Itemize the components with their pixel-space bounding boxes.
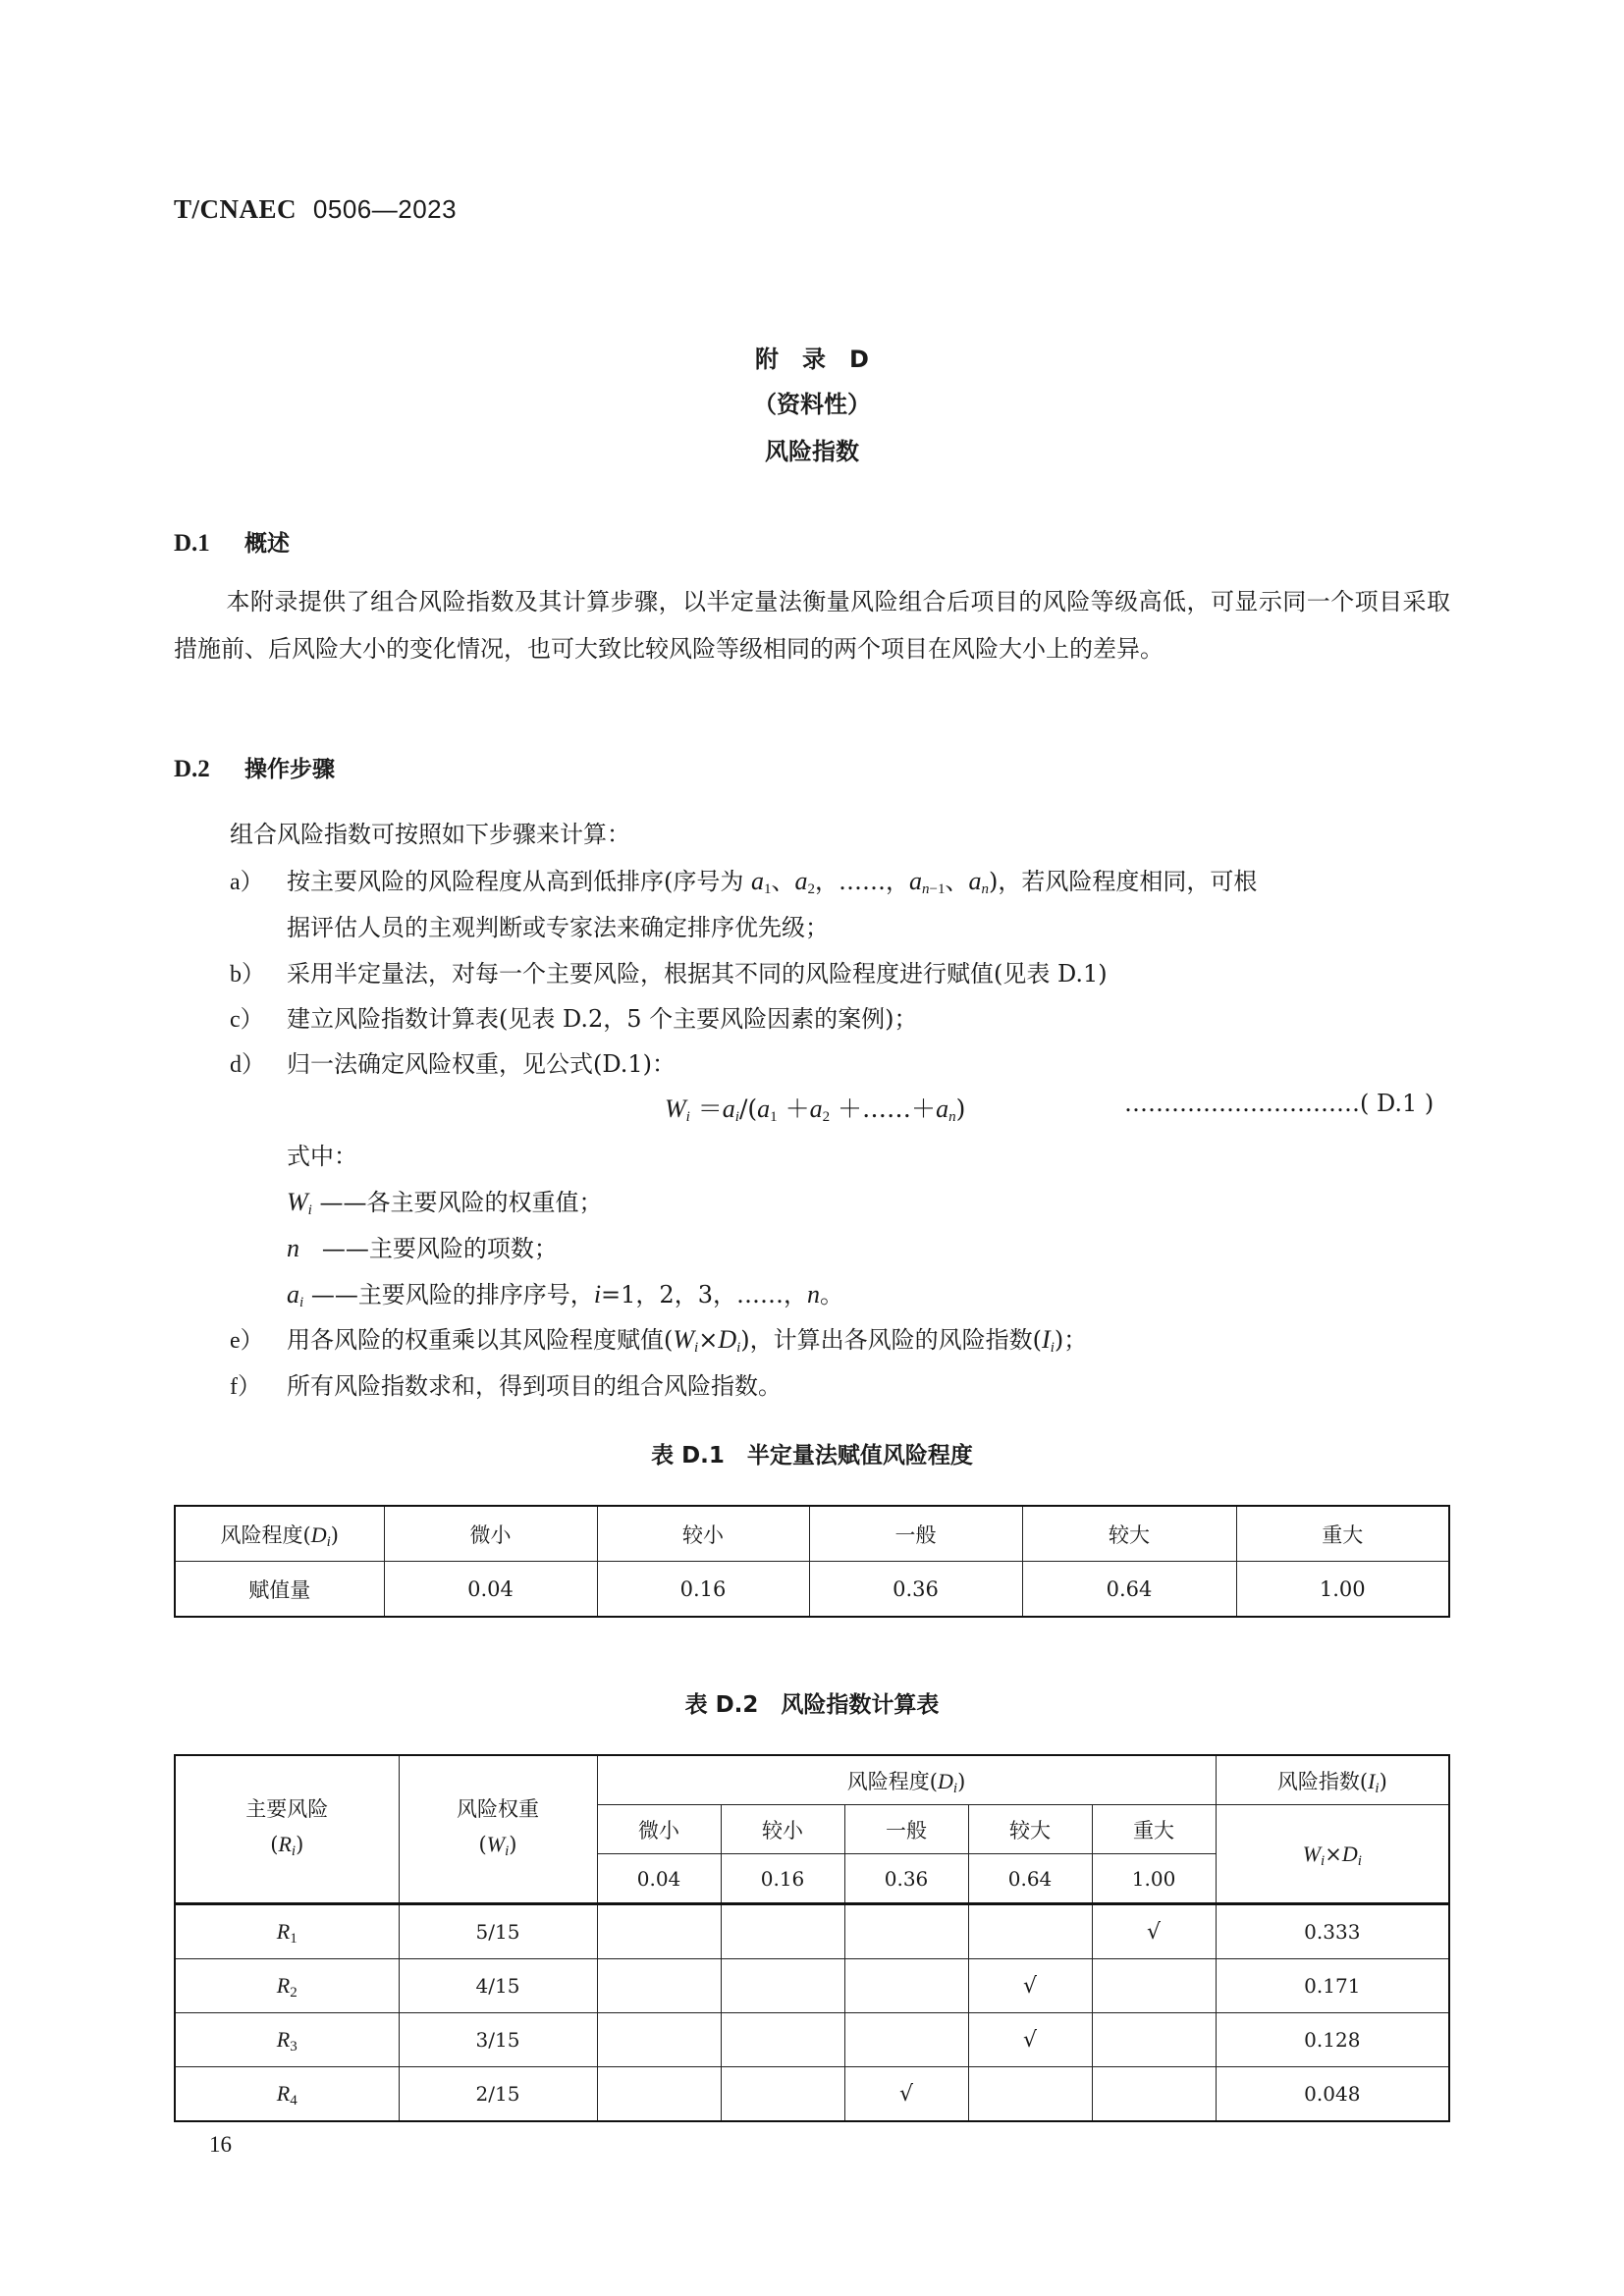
- risk-cell: [175, 1904, 399, 1959]
- level-check-cell: [597, 1959, 721, 2013]
- level-cell: 微小: [597, 1805, 721, 1854]
- symbol: W: [287, 1188, 308, 1216]
- step-label: f）: [230, 1374, 261, 1400]
- symbol: a: [287, 1280, 299, 1308]
- level-check-cell: [597, 1904, 721, 1959]
- level-check-cell: [844, 2067, 968, 2122]
- value-cell: 0.64: [968, 1854, 1092, 1904]
- step-label: d）: [230, 1052, 265, 1078]
- symbol-desc-end: 。: [819, 1281, 843, 1308]
- standard-code: [174, 194, 457, 225]
- risk-subscript: 1: [290, 1931, 298, 1947]
- weight-cell: 2/15: [399, 2067, 597, 2122]
- value-cell: 0.16: [597, 1562, 809, 1618]
- appendix-type: （资料性）: [753, 391, 871, 418]
- paragraph-text: 本附录提供了组合风险指数及其计算步骤，以半定量法衡量风险组合后项目的风险等级高低，可显示同一个项目采取措施前、后风险大小的变化情况，也可大致比较风险等级相同的两个项目在风险大小上的差异。: [174, 588, 1450, 663]
- level-cell: 较小: [721, 1805, 844, 1854]
- risk-symbol: R: [276, 2081, 291, 2106]
- value-cell: 0.04: [384, 1562, 597, 1618]
- step-text-part: )，若风险程度相同，可根: [988, 868, 1258, 895]
- weight-cell: 3/15: [399, 2013, 597, 2067]
- where-item-n: [287, 1229, 558, 1263]
- header-main-risk: 主要风险 $(R_i)$: [175, 1755, 399, 1904]
- level-check-cell: [721, 1959, 844, 2013]
- value-cell: 0.36: [844, 1854, 968, 1904]
- check-mark-icon: √: [1022, 2027, 1038, 2053]
- level-check-cell: [1092, 2067, 1216, 2122]
- where-item-w: $W_i$ ——各主要风险的权重值；: [287, 1188, 603, 1218]
- step-text-part: )，计算出各风险的风险指数(: [740, 1326, 1043, 1354]
- step-text: 采用半定量法，对每一个主要风险，根据其不同的风险程度进行赋值(见表 D.1): [287, 960, 1108, 988]
- level-cell: 重大: [1236, 1506, 1449, 1562]
- steps-intro: 组合风险指数可按照如下步骤来计算：: [230, 821, 630, 848]
- index-cell: 0.048: [1216, 2067, 1449, 2122]
- row-header: 风险程度$(D_i)$: [175, 1506, 384, 1562]
- level-check-cell: [597, 2013, 721, 2067]
- index-cell: 0.128: [1216, 2013, 1449, 2067]
- section-title: 操作步骤: [244, 757, 335, 782]
- formula-number: …………………………( D.1 ): [1124, 1090, 1435, 1117]
- header-weight: 风险权重 $(W_i)$: [399, 1755, 597, 1904]
- value-cell: 0.16: [721, 1854, 844, 1904]
- level-check-cell: [968, 2067, 1092, 2122]
- table-d1: [174, 1505, 1450, 1618]
- section-d1-paragraph: [174, 579, 1450, 672]
- row-header: 赋值量: [175, 1562, 384, 1618]
- weight-cell: 4/15: [399, 1959, 597, 2013]
- level-cell: 一般: [809, 1506, 1022, 1562]
- check-mark-icon: √: [1147, 1919, 1162, 1945]
- level-check-cell: [1092, 2013, 1216, 2067]
- header-degree: 风险程度$(D_i)$: [597, 1755, 1216, 1805]
- section-d2-heading: [174, 751, 335, 783]
- level-check-cell: [597, 2067, 721, 2122]
- table-d2-title: 表 D.2 风险指数计算表: [684, 1692, 940, 1718]
- appendix-title: 附 录 D: [755, 346, 869, 373]
- value-cell: 0.64: [1022, 1562, 1236, 1618]
- risk-cell: [175, 2067, 399, 2122]
- where-item-a: $a_i$ ——主要风险的排序序号，i=1，2，3，……，n。: [287, 1280, 843, 1310]
- risk-cell: [175, 1959, 399, 2013]
- step-b: [0, 954, 1624, 993]
- weight-cell: 5/15: [399, 1904, 597, 1959]
- risk-symbol: R: [276, 2027, 291, 2052]
- symbol: n: [287, 1234, 299, 1262]
- step-label: a）: [230, 870, 264, 895]
- level-cell: 较大: [1022, 1506, 1236, 1562]
- index-formula: $W_i\times D_i$: [1216, 1805, 1449, 1904]
- step-f: [0, 1366, 1624, 1406]
- step-d: [0, 1044, 1624, 1084]
- symbol-desc: ——主要风险的排序序号，: [310, 1281, 594, 1308]
- level-check-cell: [968, 1959, 1092, 2013]
- step-label: b）: [230, 962, 265, 988]
- risk-symbol: R: [276, 1919, 291, 1944]
- step-text-part: )；: [1054, 1326, 1088, 1354]
- table-row: [175, 2013, 1449, 2067]
- step-text: 归一法确定风险权重，见公式(D.1)：: [287, 1050, 677, 1078]
- step-a-continuation: 据评估人员的主观判断或专家法来确定排序优先级；: [287, 914, 829, 941]
- page-number: 16: [209, 2132, 232, 2157]
- level-check-cell: [844, 2013, 968, 2067]
- table-d1-title: 表 D.1 半定量法赋值风险程度: [651, 1443, 973, 1468]
- section-number: D.2: [174, 756, 210, 782]
- section-title: 概述: [244, 531, 290, 557]
- risk-symbol: R: [276, 1973, 291, 1998]
- level-cell: 微小: [384, 1506, 597, 1562]
- level-cell: 较大: [968, 1805, 1092, 1854]
- step-e: [0, 1320, 1624, 1360]
- step-label: c）: [230, 1007, 264, 1033]
- step-text: 建立风险指数计算表(见表 D.2，5 个主要风险因素的案例)；: [287, 1005, 918, 1033]
- appendix-name: 风险指数: [765, 438, 859, 465]
- check-mark-icon: √: [898, 2081, 914, 2107]
- symbol-desc-tail: =1，2，3，……，: [601, 1281, 807, 1308]
- symbol-desc: ——主要风险的项数；: [321, 1235, 558, 1262]
- header-text: 风险程度(: [220, 1522, 311, 1547]
- step-text: 用各风险的权重乘以其风险程度赋值$(W_i\times D_i)$，计算出各风险的风险指数$(I_i)$；: [287, 1325, 1088, 1356]
- value-cell: 0.36: [809, 1562, 1022, 1618]
- step-text-part: 用各风险的权重乘以其风险程度赋值(: [287, 1326, 674, 1354]
- level-check-cell: [844, 1959, 968, 2013]
- level-check-cell: [968, 2013, 1092, 2067]
- table-row: [175, 2067, 1449, 2122]
- section-number: D.1: [174, 530, 210, 557]
- table-row: [175, 1904, 1449, 1959]
- table-row: [175, 1562, 1449, 1618]
- step-c: [0, 999, 1624, 1039]
- table-d2: [174, 1754, 1450, 2122]
- step-text-part: 按主要风险的风险程度从高到低排序(序号为: [287, 868, 751, 895]
- formula-d1: $W_i =a_i/(a_1 +a_2$ $+\dots\dots+a_n$): [665, 1095, 966, 1125]
- index-cell: 0.171: [1216, 1959, 1449, 2013]
- header-index: 风险指数$(I_i)$: [1216, 1755, 1449, 1805]
- standard-prefix: T/CNAEC: [174, 194, 298, 224]
- table-header-row: [175, 1755, 1449, 1805]
- step-label: e）: [230, 1328, 264, 1354]
- value-cell: 1.00: [1092, 1854, 1216, 1904]
- risk-subscript: 4: [290, 2093, 298, 2109]
- level-check-cell: [721, 2067, 844, 2122]
- where-label: 式中：: [287, 1143, 357, 1170]
- standard-number: 0506—2023: [312, 194, 458, 224]
- risk-cell: [175, 2013, 399, 2067]
- value-cell: 0.04: [597, 1854, 721, 1904]
- level-check-cell: [968, 1904, 1092, 1959]
- level-check-cell: [844, 1904, 968, 1959]
- check-mark-icon: √: [1022, 1973, 1038, 1999]
- table-row: [175, 1959, 1449, 2013]
- step-text: 所有风险指数求和，得到项目的组合风险指数。: [287, 1372, 782, 1400]
- header-text: 风险指数(: [1276, 1769, 1369, 1793]
- table-row: [175, 1506, 1449, 1562]
- level-check-cell: [1092, 1959, 1216, 2013]
- risk-subscript: 3: [290, 2039, 298, 2055]
- level-cell: 重大: [1092, 1805, 1216, 1854]
- level-check-cell: [721, 1904, 844, 1959]
- step-text: 按主要风险的风险程度从高到低排序(序号为 $a_1$、$a_2$，……，$a_{n-1}$、$a_n$)，若风险程度相同，可根: [287, 867, 1258, 897]
- risk-subscript: 2: [290, 1985, 298, 2001]
- header-text: 风险权重: [457, 1796, 539, 1821]
- step-a: [0, 862, 1624, 901]
- level-cell: 一般: [844, 1805, 968, 1854]
- header-text: 风险程度(: [846, 1769, 938, 1793]
- level-check-cell: [721, 2013, 844, 2067]
- level-cell: 较小: [597, 1506, 809, 1562]
- symbol-desc: ——各主要风险的权重值；: [319, 1189, 603, 1216]
- header-text: 主要风险: [245, 1796, 329, 1821]
- value-cell: 1.00: [1236, 1562, 1449, 1618]
- section-d1-heading: [174, 525, 290, 558]
- level-check-cell: [1092, 1904, 1216, 1959]
- index-cell: 0.333: [1216, 1904, 1449, 1959]
